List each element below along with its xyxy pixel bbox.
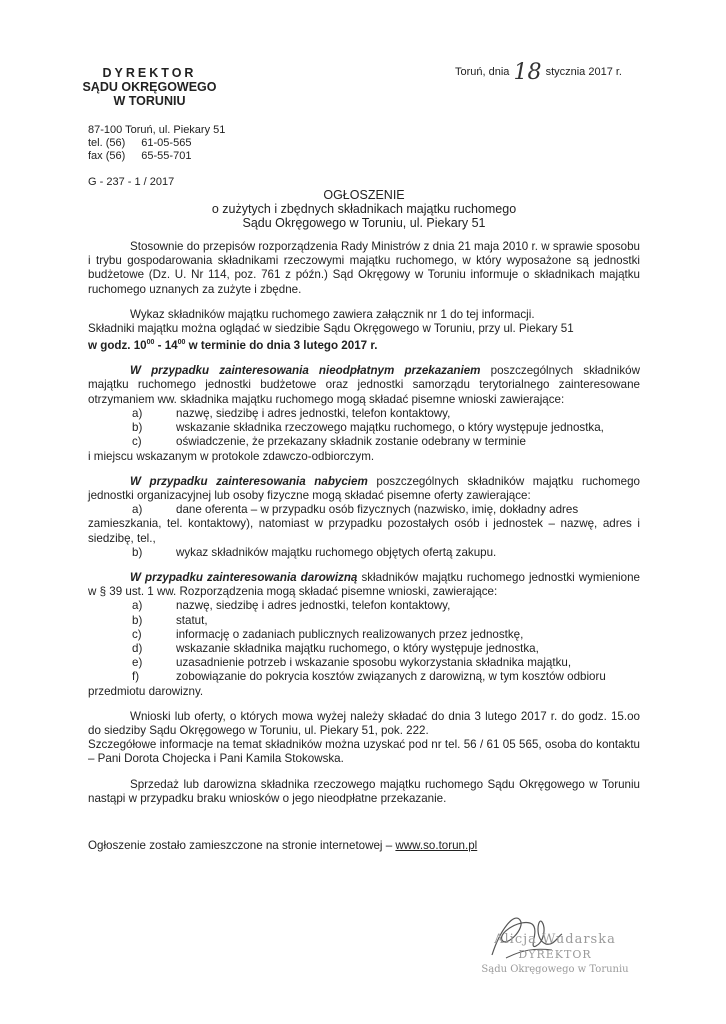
list-item [88, 421, 640, 435]
list-item [88, 407, 640, 421]
issuer-line-1: DYREKTOR [102, 66, 197, 80]
issuer-header [72, 66, 227, 108]
paragraph-deadline: Wnioski lub oferty, o których mowa wyżej należy składać do dnia 3 lutego 2017 r. do godz. 15.oo do siedziby Sądu Okręgowego w Toruniu, ul. Piekary 51, pok. 222. [88, 709, 640, 737]
fax-label: fax (56) [88, 150, 126, 162]
list-text: wskazanie składnika rzeczowego majątku ruchomego, o który występuje jednostka, [176, 421, 604, 435]
list-item [88, 435, 640, 449]
document-date [455, 56, 622, 85]
list-marker: b) [132, 613, 143, 627]
paragraph-inventory: Wykaz składników majątku ruchomego zawiera załącznik nr 1 do tej informacji. [130, 307, 535, 321]
list-marker: a) [132, 503, 143, 517]
website-text: Ogłoszenie zostało zamieszczone na stronie internetowej – [88, 838, 396, 852]
section-purchase-text: poszczególnych składników majątku ruchomego jednostki organizacyjnej lub osoby fizyczne mogą składać pisemne oferty zawierające: [88, 474, 640, 502]
stamp-org: Sądu Okręgowego w Toruniu [481, 964, 629, 975]
list-text: nazwę, siedzibę i adres jednostki, telefon kontaktowy, [176, 406, 451, 420]
paragraph-sale-condition: Sprzedaż lub darowizna składnika rzeczowego majątku ruchomego Sądu Okręgowego w Toruniu nastąpi w przypadku braku wniosków o jego nieodpłatne przekazanie. [88, 777, 640, 805]
list-marker: a) [132, 599, 143, 613]
issuer-address [88, 124, 225, 163]
address-fax [88, 150, 225, 163]
list-text: dane oferenta – w przypadku osób fizycznych (nazwisko, imię, dokładny adres [176, 503, 579, 517]
stamp-role: DYREKTOR [518, 948, 592, 961]
section-donation-lead: W przypadku zainteresowania darowizną [130, 570, 358, 584]
issuer-line-3: W TORUNIU [113, 94, 186, 108]
list-marker: b) [132, 421, 143, 435]
section-donation [88, 571, 640, 599]
section-free-transfer-tail: i miejscu wskazanym w protokole zdawczo-odbiorczym. [88, 449, 375, 463]
handwritten-day: 18 [513, 60, 542, 85]
fax-value: 65-55-701 [141, 150, 192, 162]
list-text: oświadczenie, że przekazany składnik zostanie odebrany w terminie [176, 435, 526, 449]
paragraph-contact: Szczegółowe informacje na temat składników można uzyskać pod nr tel. 56 / 61 05 565, osoba do kontaktu – Pani Dorota Chojecka i Pani Kamila Stokowska. [88, 738, 640, 766]
list-text: informację o zadaniach publicznych realizowanych przez jednostkę, [176, 627, 524, 641]
section-free-transfer [88, 364, 640, 407]
section-purchase-lead: W przypadku zainteresowania nabyciem [130, 474, 368, 488]
list-item [88, 642, 640, 656]
paragraph-viewing: Składniki majątku można oglądać w siedzibie Sądu Okręgowego w Toruniu, przy ul. Piekary 51 [88, 322, 574, 336]
list-item [88, 614, 640, 628]
announcement-body [88, 240, 640, 853]
list-item [88, 503, 640, 517]
hours-from: w godz. 10 [88, 339, 147, 353]
address-street: 87-100 Toruń, ul. Piekary 51 [88, 124, 226, 136]
list-text: wskazanie składnika majątku ruchomego, o który występuje jednostka, [176, 641, 539, 655]
list-marker: c) [132, 435, 142, 449]
list-item [88, 599, 640, 613]
list-text: uzasadnienie potrzeb i wskazanie sposobu wykorzystania składnika majątku, [176, 656, 572, 670]
date-suffix: stycznia 2017 r. [545, 66, 622, 78]
list-marker: f) [132, 670, 140, 684]
hours-from-minutes: 00 [146, 339, 155, 347]
tel-label: tel. (56) [88, 137, 126, 149]
reference-number: G - 237 - 1 / 2017 [88, 176, 175, 188]
list-marker: b) [132, 545, 143, 559]
director-stamp [470, 932, 640, 977]
paragraph-website [88, 839, 640, 853]
website-link[interactable]: www.so.torun.pl [395, 838, 478, 852]
address-tel [88, 137, 225, 150]
hours-to-minutes: 00 [177, 339, 186, 347]
list-item [88, 670, 640, 684]
announcement-title [88, 188, 640, 230]
section-free-transfer-text: poszczególnych składników majątku ruchomego jednostki budżetowe oraz jednostki samorządu terytorialnego zainteresowane otrzymaniem ww. składnika majątku ruchomego mogą składać pisemne wnioski zawierające: [88, 364, 640, 406]
section-purchase [88, 475, 640, 503]
hours-to: - 14 [154, 339, 178, 353]
list-marker: d) [132, 641, 143, 655]
section-donation-tail: przedmiotu darowizny. [88, 684, 204, 698]
list-item [88, 656, 640, 670]
section-donation-text: składników majątku ruchomego jednostki wymienione w § 39 ust. 1 ww. Rozporządzenia mogą składać pisemne wnioski, zawierające: [88, 570, 641, 599]
paragraph-legal-basis: Stosownie do przepisów rozporządzenia Rady Ministrów z dnia 21 maja 2010 r. w sprawie sposobu i trybu gospodarowania składnikami rzeczowymi majątku ruchomego, w który wyposażone są jednostki budżetowe (Dz. U. Nr 114, poz. 761 z późn.) Sąd Okręgowy w Toruniu informuje o składnikach majątku ruchomego uznanych za zużyte i zbędne. [88, 240, 640, 296]
title-sub-2: Sądu Okręgowego w Toruniu, ul. Piekary 51 [242, 216, 486, 230]
tel-value: 61-05-565 [141, 137, 192, 149]
list-text: statut, [176, 613, 208, 627]
viewing-deadline: w terminie do dnia 3 lutego 2017 r. [185, 339, 378, 353]
list-text: zobowiązanie do pokrycia kosztów związanych z darowizną, w tym kosztów odbioru [176, 670, 606, 684]
stamp-name: Alicja Wudarska [494, 932, 616, 947]
list-item [88, 628, 640, 642]
issuer-line-2: SĄDU OKRĘGOWEGO [82, 80, 217, 94]
list-marker: c) [132, 627, 142, 641]
title-sub-1: o zużytych i zbędnych składnikach majątku ruchomego [211, 202, 517, 216]
list-text: nazwę, siedzibę i adres jednostki, telefon kontaktowy, [176, 599, 451, 613]
list-item [88, 546, 640, 560]
section-purchase-cont: zamieszkania, tel. kontaktowy), natomiast w przypadku pozostałych osób i jednostek – nazwę, adres i siedzibę, tel., [88, 517, 640, 545]
list-marker: e) [132, 656, 143, 670]
list-text: wykaz składników majątku ruchomego objętych ofertą zakupu. [176, 545, 497, 559]
paragraph-viewing-hours [88, 336, 640, 353]
section-free-transfer-lead: W przypadku zainteresowania nieodpłatnym przekazaniem [130, 364, 481, 378]
list-marker: a) [132, 406, 143, 420]
date-prefix: Toruń, dnia [455, 66, 510, 78]
title-main: OGŁOSZENIE [323, 188, 405, 202]
